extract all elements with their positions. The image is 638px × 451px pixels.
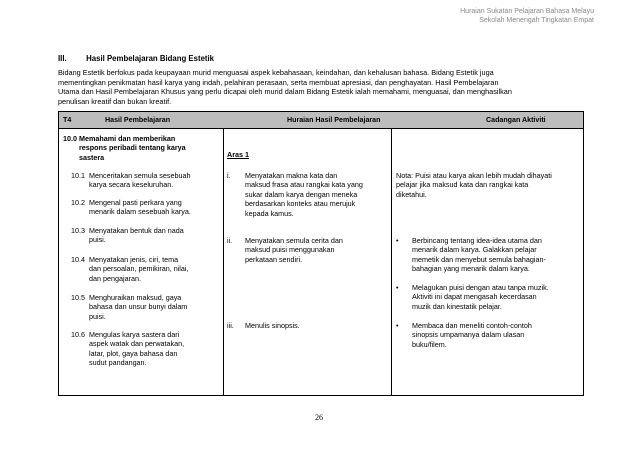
outcome-number: 10.6: [71, 330, 85, 339]
description-number: i.: [227, 171, 231, 180]
header-cadangan-aktiviti: Cadangan Aktiviti: [486, 116, 546, 124]
bullet-icon: •: [396, 236, 399, 245]
outcome-number: 10.3: [71, 226, 85, 235]
table-header-row: [59, 112, 583, 129]
description-line: Menulis sinopsis.: [245, 321, 300, 330]
description-line: Menyatakan semula cerita dan: [245, 236, 343, 245]
outcome-line: puisi.: [89, 311, 106, 321]
outcome-line: aspek watak dan perwatakan,: [89, 339, 185, 349]
header-line-1: Huraian Sukatan Pelajaran Bahasa Melayu: [460, 8, 594, 15]
section-heading: [58, 54, 214, 63]
outcome-line: Mengulas karya sastera dari: [89, 330, 180, 339]
outcome-line: Menyatakan bentuk dan nada: [89, 226, 184, 235]
outcome-line: Menyatakan jenis, ciri, tema: [89, 255, 179, 264]
activity-line: Aktiviti ini dapat mengasah kecerdasan: [412, 292, 537, 302]
intro-line: mementingkan penikmatan hasil karya yang indah, pelahiran perasaan, serta membuat apresiasi, dan penghayatan. Hasil Pembelajaran: [58, 77, 499, 87]
main-outcome: [79, 134, 219, 162]
activity-line: muzik dan kinestatik pelajar.: [412, 301, 502, 311]
activity-line: Membaca dan meneliti contoh-contoh: [412, 321, 532, 330]
intro-line: Utama dan Hasil Pembelajaran Khusus yang perlu dicapai oleh murid dalam Bidang Estetik ialah memahami, menguasai, dan menghasilkan: [58, 87, 512, 97]
outcome-line: dan pengajaran.: [89, 273, 141, 283]
outcome-line: latar, plot, gaya bahasa dan: [89, 348, 178, 358]
column-divider: [391, 129, 392, 395]
description-number: iii.: [227, 321, 234, 330]
description-line: sukar dalam karya dengan meneka: [245, 189, 358, 199]
outcome-line: bahasa dan unsur bunyi dalam: [89, 302, 188, 312]
intro-line: Bidang Estetik berfokus pada keupayaan murid menguasai aspek kebahasaan, keindahan, dan kehalusan bahasa. Bidang Estetik juga: [58, 68, 494, 77]
outcome-number: 10.2: [71, 198, 85, 207]
description-line: maksud frasa atau rangkai kata yang: [245, 180, 363, 190]
activity-line: menarik dalam karya. Galakkan pelajar: [412, 245, 537, 255]
column-divider: [223, 129, 224, 395]
description-number: ii.: [227, 236, 233, 245]
description-line: perkataan sendiri.: [245, 254, 303, 264]
outcome-line: puisi.: [89, 235, 106, 245]
section-title: Hasil Pembelajaran Bidang Estetik: [86, 54, 215, 63]
outcome-line: Menghuraikan maksud, gaya: [89, 293, 182, 302]
outcome-number: 10.4: [71, 255, 85, 264]
intro-line: penulisan kreatif dan bukan kreatif.: [58, 96, 172, 106]
document-header: [460, 7, 594, 25]
header-hasil-pembelajaran: Hasil Pembelajaran: [105, 116, 171, 124]
activity-line: memetik dan menyebut semula bahagian-: [412, 254, 546, 264]
bullet-icon: •: [396, 321, 399, 330]
main-outcome-number: 10.0: [63, 134, 77, 143]
main-outcome-line: respons peribadi tentang karya: [79, 143, 186, 153]
outcome-number: 10.5: [71, 293, 85, 302]
header-t4: T4: [63, 116, 72, 124]
activity-line: Melagukan puisi dengan atau tanpa muzik.: [412, 283, 549, 292]
bullet-icon: •: [396, 283, 399, 292]
main-outcome-line: Memahami dan memberikan: [79, 134, 176, 143]
outcome-line: dan persoalan, pemikiran, nilai,: [89, 264, 189, 274]
activity-line: Berbincang tentang idea-idea utama dan: [412, 236, 542, 245]
outcome-line: Mengenal pasti perkara yang: [89, 198, 182, 207]
description-line: Menyatakan makna kata dan: [245, 171, 338, 180]
note-line: pelajar jika maksud kata dan rangkai kata: [396, 180, 529, 190]
outcome-number: 10.1: [71, 171, 85, 180]
activity-line: buku/filem.: [412, 339, 447, 349]
outcome-line: Menceritakan semula sesebuah: [89, 171, 191, 180]
level-label: Aras 1: [227, 150, 249, 159]
description-line: maksud puisi menggunakan: [245, 245, 335, 255]
note-line: diketahui.: [396, 189, 427, 199]
header-huraian: Huraian Hasil Pembelajaran: [287, 116, 381, 124]
intro-paragraph: [58, 68, 584, 106]
activity-line: bahagian yang menarik dalam karya.: [412, 264, 530, 274]
note-line: Nota: Puisi atau karya akan lebih mudah dihayati: [396, 171, 552, 180]
main-outcome-line: sastera: [79, 152, 105, 162]
description-line: berdasarkan konteks atau merujuk: [245, 199, 356, 209]
header-line-2: Sekolah Menengah Tingkatan Empat: [479, 17, 594, 24]
outcome-line: menarik dalam sesebuah karya.: [89, 207, 191, 217]
description-line: kepada kamus.: [245, 208, 294, 218]
outcome-line: sudut pandangan.: [89, 358, 147, 368]
page-number: 26: [315, 413, 323, 422]
activity-line: sinopsis umpamanya dalam ulasan: [412, 330, 525, 340]
learning-outcomes-table: [58, 111, 584, 396]
section-number: III.: [58, 54, 67, 63]
note: [396, 171, 578, 199]
outcome-line: karya secara keseluruhan.: [89, 180, 174, 190]
